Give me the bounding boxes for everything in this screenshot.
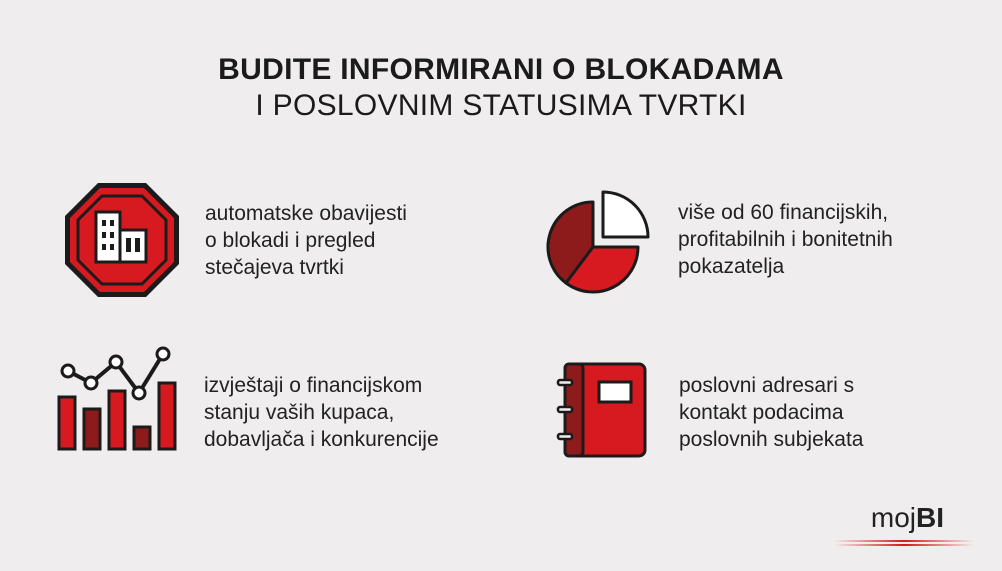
- feature-line: kontakt podacima: [679, 401, 844, 424]
- logo-bold: BI: [916, 502, 944, 533]
- feature-line: automatske obavijesti: [205, 202, 407, 225]
- page-title: [0, 52, 1002, 124]
- feature-text: [204, 372, 439, 453]
- pie-chart-icon: [545, 185, 655, 300]
- logo-stripe-icon: [834, 538, 974, 548]
- feature-line: stanju vaših kupaca,: [204, 401, 395, 424]
- logo-wordmark: [871, 502, 944, 534]
- logo-prefix: moj: [870, 502, 916, 533]
- title-line-1: BUDITE INFORMIRANI O BLOKADAMA: [218, 53, 784, 86]
- stop-building-icon: [62, 180, 182, 300]
- feature-reports: [55, 345, 515, 465]
- feature-line: o blokadi i pregled: [205, 229, 376, 252]
- feature-line: izvještaji o financijskom: [204, 374, 423, 397]
- bar-chart-icon: [55, 345, 180, 455]
- mojbi-logo: [834, 502, 974, 550]
- feature-line: pokazatelja: [678, 255, 785, 278]
- title-line-2: I POSLOVNIM STATUSIMA TVRTKI: [255, 89, 747, 122]
- feature-indicators: [545, 185, 975, 305]
- feature-line: dobavljača i konkurencije: [204, 428, 439, 451]
- feature-line: profitabilnih i bonitetnih: [678, 228, 893, 251]
- feature-text: [678, 199, 893, 280]
- feature-line: poslovni adresari s: [679, 374, 855, 397]
- feature-line: stečajeva tvrtki: [205, 256, 344, 279]
- feature-text: [205, 200, 407, 281]
- feature-blockade: [62, 180, 512, 300]
- feature-directories: [555, 360, 975, 470]
- feature-line: poslovnih subjekata: [679, 428, 864, 451]
- feature-line: više od 60 financijskih,: [678, 201, 889, 224]
- address-book-icon: [555, 360, 650, 460]
- feature-text: [679, 372, 863, 453]
